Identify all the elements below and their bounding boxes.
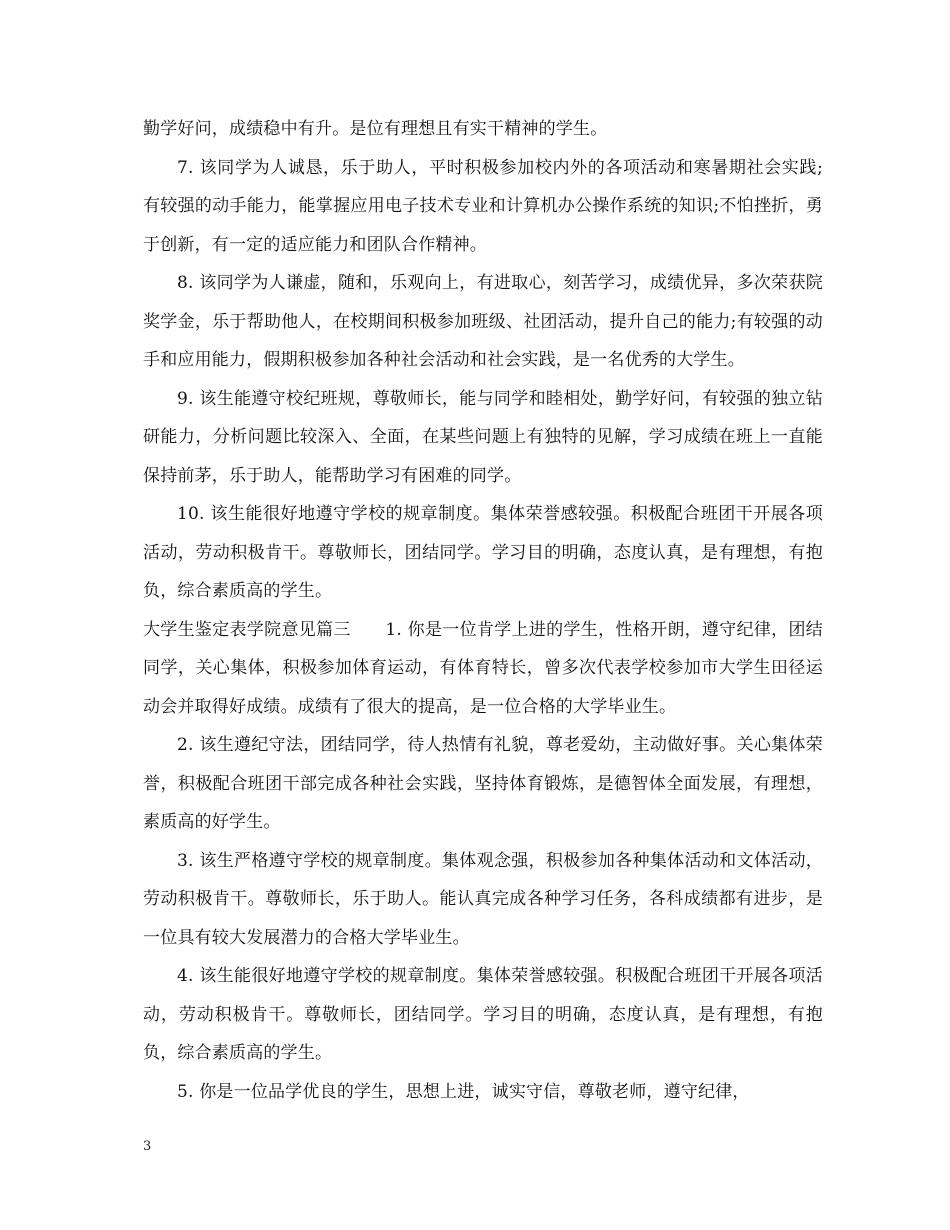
paragraph-item-5: 5. 你是一位品学优良的学生，思想上进，诚实守信，尊敬老师，遵守纪律， [177, 1081, 750, 1102]
paragraph-item-3: 3. 该生严格遵守学校的规章制度。集体观念强，积极参加各种集体活动和文体活动，劳动积极肯干。尊敬师长，乐于助人。能认真完成各种学习任务，各科成绩都有进步，是一位具有较大发展潜力的合格大学毕业生。 [143, 850, 823, 948]
body-text [143, 110, 823, 1111]
paragraph-item-4: 4. 该生能很好地遵守学校的规章制度。集体荣誉感较强。积极配合班团干开展各项活动，劳动积极肯干。尊敬师长，团结同学。学习目的明确，态度认真，是有理想，有抱负，综合素质高的学生。 [143, 966, 823, 1063]
paragraph-item-8: 8. 该同学为人谦虚，随和，乐观向上，有进取心，刻苦学习，成绩优异，多次荣获院奖学金，乐于帮助他人，在校期间积极参加班级、社团活动，提升自己的能力;有较强的动手和应用能力，假期积极参加各种社会活动和社会实践，是一名优秀的大学生。 [143, 273, 823, 370]
page-number: 3 [143, 1139, 152, 1154]
section-heading-part-three: 大学生鉴定表学院意见篇三 1. 你是一位肯学上进的学生，性格开朗，遵守纪律，团结同学，关心集体，积极参加体育运动，有体育特长，曾多次代表学校参加市大学生田径运动会并取得好成绩。成绩有了很大的提高，是一位合格的大学毕业生。 [143, 619, 823, 717]
paragraph-item-10: 10. 该生能很好地遵守学校的规章制度。集体荣誉感较强。积极配合班团干开展各项活动，劳动积极肯干。尊敬师长，团结同学。学习目的明确，态度认真，是有理想，有抱负，综合素质高的学生。 [143, 504, 823, 601]
paragraph-item-7: 7. 该同学为人诚恳，乐于助人，平时积极参加校内外的各项活动和寒暑期社会实践;有较强的动手能力，能掌握应用电子技术专业和计算机办公操作系统的知识;不怕挫折，勇于创新，有一定的适应能力和团队合作精神。 [143, 157, 823, 255]
paragraph-item-9: 9. 该生能遵守校纪班规，尊敬师长，能与同学和睦相处，勤学好问，有较强的独立钻研能力，分析问题比较深入、全面，在某些问题上有独特的见解，学习成绩在班上一直能保持前茅，乐于助人，能帮助学习有困难的同学。 [143, 388, 823, 486]
paragraph-item-2: 2. 该生遵纪守法，团结同学，待人热情有礼貌，尊老爱幼，主动做好事。关心集体荣誉，积极配合班团干部完成各种社会实践，坚持体育锻炼，是德智体全面发展，有理想，素质高的好学生。 [143, 735, 823, 832]
paragraph-continuation: 勤学好问，成绩稳中有升。是位有理想且有实干精神的学生。 [143, 119, 608, 139]
